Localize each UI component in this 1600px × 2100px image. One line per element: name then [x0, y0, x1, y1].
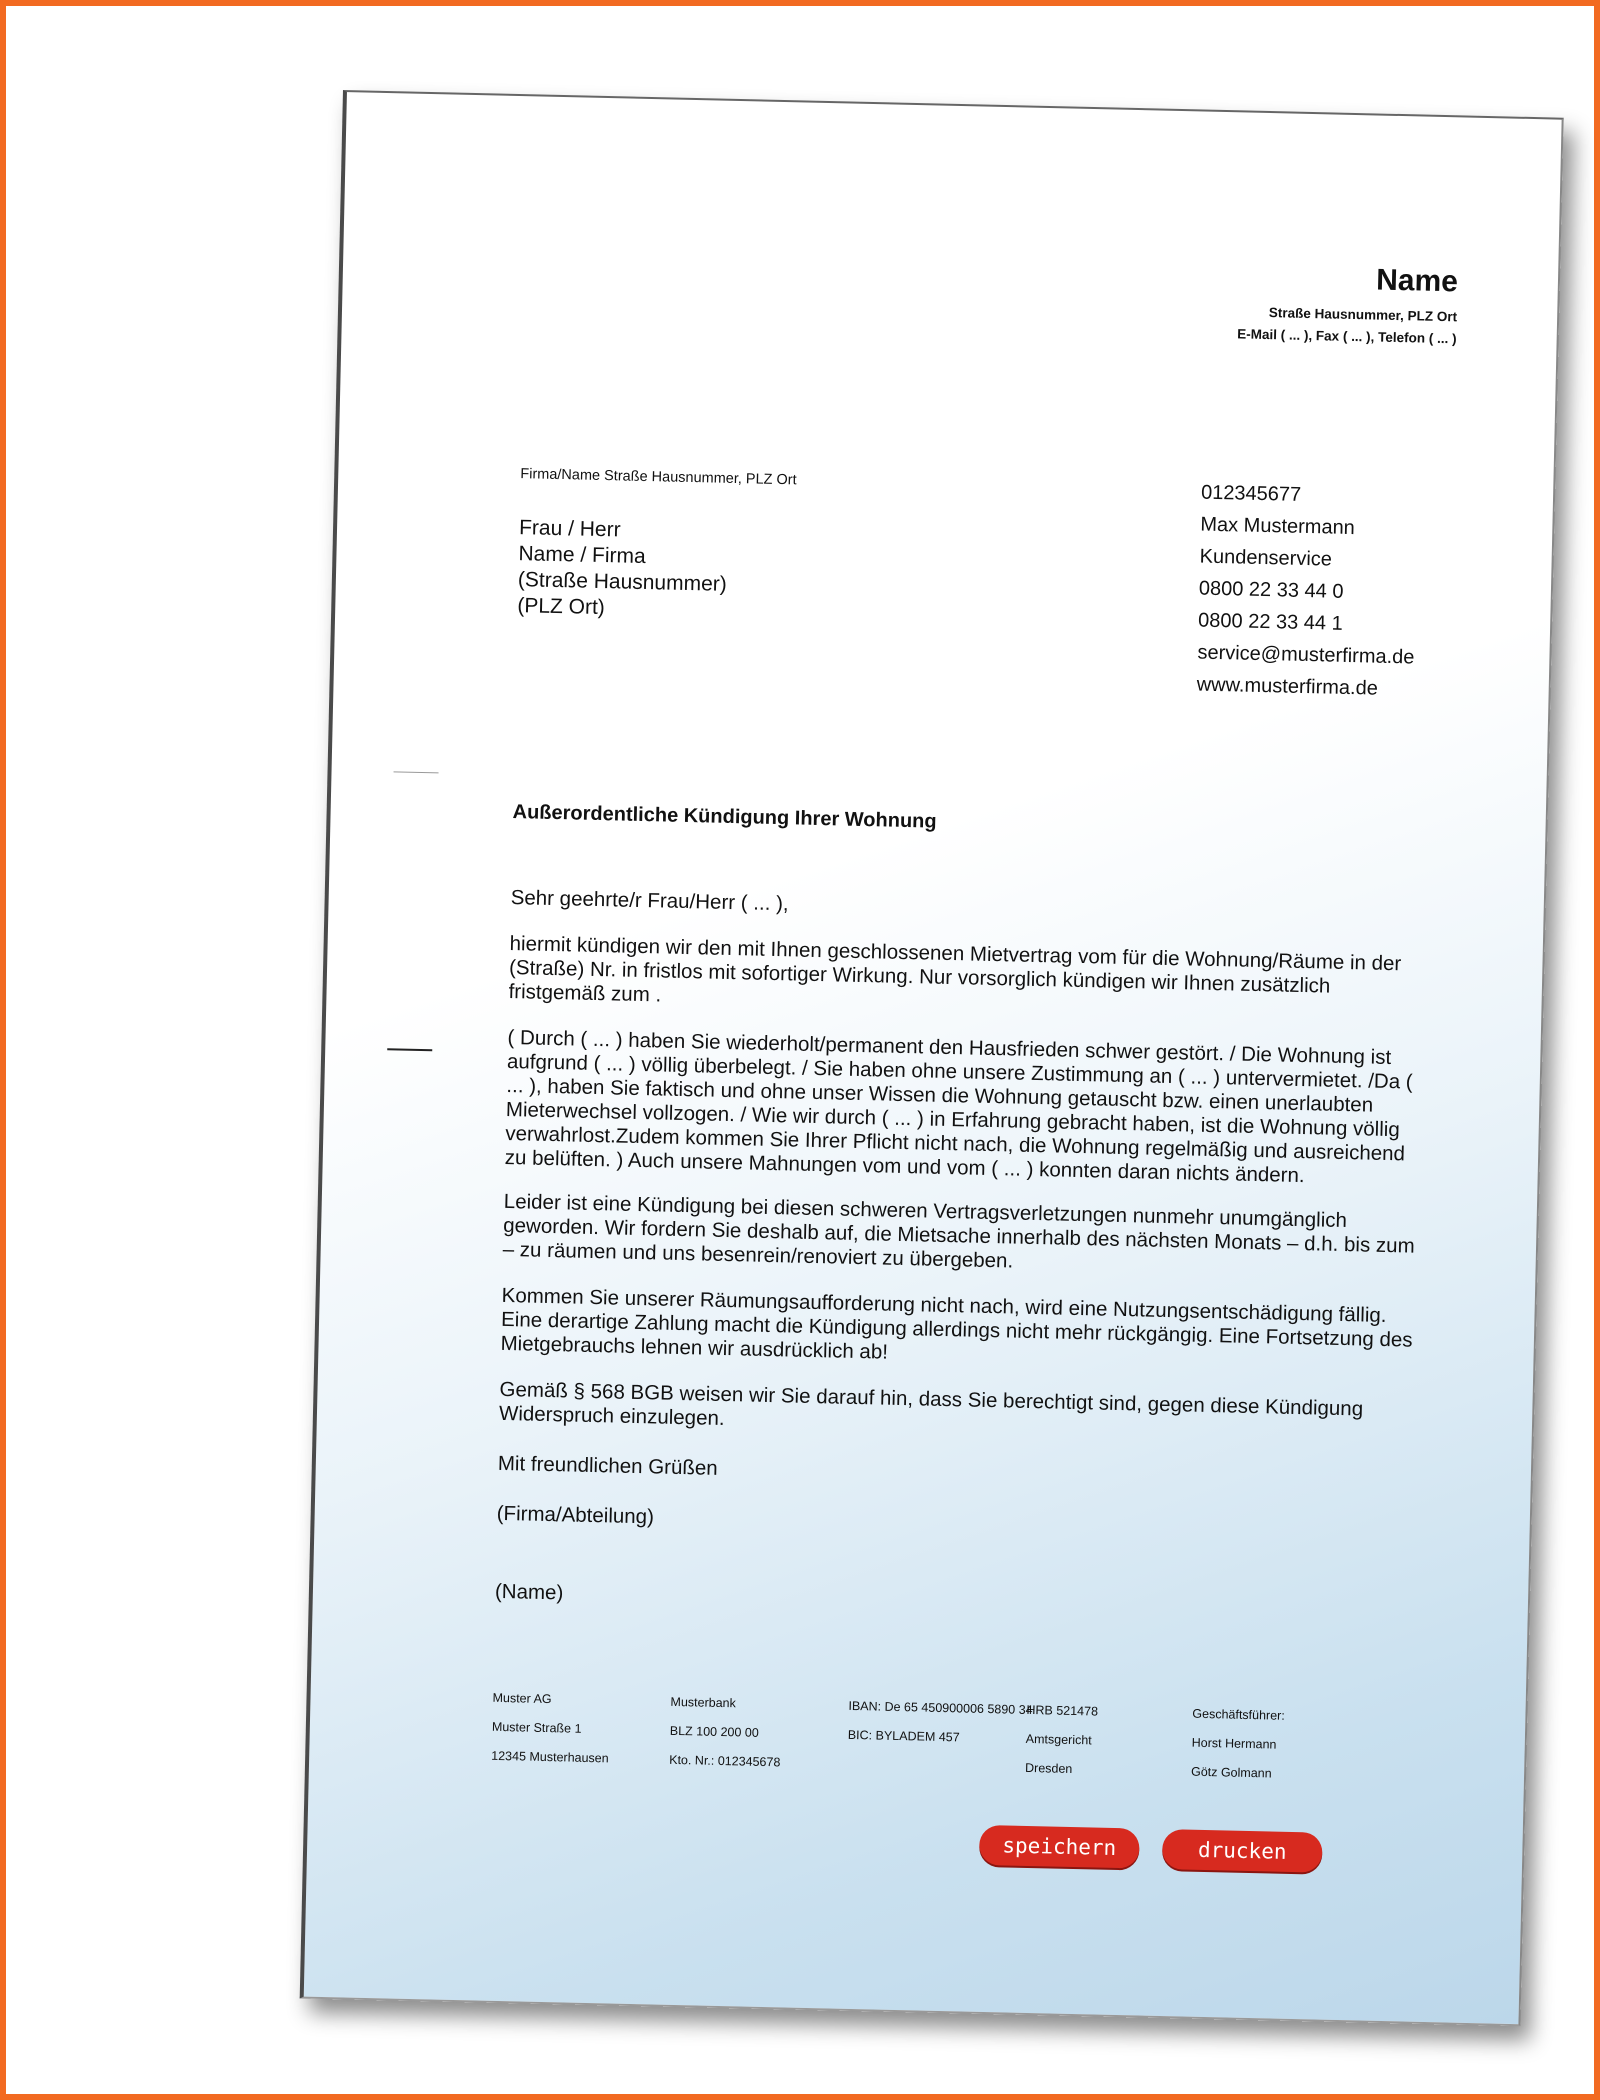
recipient-line: Frau / Herr — [518, 516, 621, 542]
footer-bank: BLZ 100 200 00 — [669, 1723, 759, 1740]
fold-mark — [394, 771, 439, 773]
signature-company: (Firma/Abteilung) — [496, 1501, 655, 1529]
footer-bic: BIC: BYLADEM 457 — [847, 1727, 960, 1745]
body-paragraph: hiermit kündigen wir den mit Ihnen geschlossenen Mietvertrag vom für die Wohnung/Räume in der (Straße) Nr. in fristlos mit sofortiger Wirkung. Nur vorsorglich kündigen wir Ihnen zusätzlich fristgemäß zum . — [508, 932, 1402, 1007]
footer-management: Götz Golmann — [1190, 1764, 1272, 1781]
contact-line: 0800 22 33 44 1 — [1197, 609, 1343, 635]
contact-website: www.musterfirma.de — [1196, 673, 1379, 700]
footer-register: Dresden — [1024, 1760, 1073, 1776]
body-paragraph: Kommen Sie unserer Räumungsaufforderung nicht nach, wird eine Nutzungsentschädigung fällig. Eine derartige Zahlung macht die Kündigung allerdings nicht mehr rückgängig. Eine Fortsetzung des Mietgebrauchs lehnen wir ausdrücklich ab! — [500, 1283, 1413, 1364]
letterhead-contact: E-Mail ( ... ), Fax ( ... ), Telefon ( ... ) — [1237, 326, 1457, 347]
salutation: Sehr geehrte/r Frau/Herr ( ... ), — [510, 886, 789, 916]
letterhead-address: Straße Hausnummer, PLZ Ort — [1268, 305, 1458, 325]
document-page — [300, 90, 1564, 2026]
recipient-line: Name / Firma — [518, 542, 646, 568]
recipient-line: (PLZ Ort) — [517, 594, 606, 620]
footer-bank: Kto. Nr.: 012345678 — [669, 1752, 781, 1770]
contact-line: Kundenservice — [1199, 545, 1333, 571]
footer-iban: IBAN: De 65 450900006 5890 34 — [848, 1698, 1033, 1718]
footer-register: HRB 521478 — [1026, 1702, 1099, 1719]
body-paragraph: ( Durch ( ... ) haben Sie wiederholt/permanent den Hausfrieden schwer gestört. / Die Wohnung ist aufgrund ( ... ) völlig überbelegt. / Sie haben ohne unsere Zustimmung an ( ... ) untervermietet. /Da ( ... ), haben Sie faktisch und ohne unser Wissen die Wohnung getauscht bzw. einen unerlaubten Mieterwechsel vollzogen. / Wie wir durch ( ... ) in Erfahrung gebracht haben, ist die Wohnung völlig verwahrlost.Zudem kommen Sie Ihrer Pflicht nicht nach, die Wohnung regelmäßig und ausreichend zu belüften. ) Auch unsere Mahnungen vom und vom ( ... ) konnten daran nichts ändern. — [504, 1025, 1413, 1188]
footer-bank: Musterbank — [670, 1694, 736, 1711]
footer-management: Geschäftsführer: — [1192, 1706, 1285, 1723]
footer-company: 12345 Musterhausen — [491, 1748, 609, 1766]
footer-management: Horst Hermann — [1191, 1735, 1277, 1752]
contact-line: 012345677 — [1200, 481, 1302, 506]
footer-company: Muster Straße 1 — [491, 1719, 582, 1736]
contact-line: 0800 22 33 44 0 — [1198, 577, 1344, 603]
signature-name: (Name) — [494, 1579, 564, 1605]
footer-company: Muster AG — [492, 1690, 552, 1707]
print-button[interactable]: drucken — [1162, 1829, 1323, 1873]
contact-email: service@musterfirma.de — [1197, 641, 1415, 669]
footer-register: Amtsgericht — [1025, 1731, 1092, 1748]
contact-line: Max Mustermann — [1200, 513, 1356, 540]
body-paragraph: Gemäß § 568 BGB weisen wir Sie darauf hin, dass Sie berechtigt sind, gegen diese Kündigung Widerspruch einzulegen. — [498, 1377, 1364, 1430]
recipient-line: (Straße Hausnummer) — [517, 568, 728, 596]
closing: Mit freundlichen Grüßen — [497, 1451, 718, 1480]
letterhead-name: Name — [1375, 263, 1459, 299]
sender-line: Firma/Name Straße Hausnummer, PLZ Ort — [520, 466, 797, 489]
save-button[interactable]: speichern — [979, 1825, 1140, 1869]
punch-mark — [387, 1048, 432, 1051]
body-paragraph: Leider ist eine Kündigung bei diesen schweren Vertragsverletzungen nunmehr unumgänglich geworden. Wir fordern Sie deshalb auf, die Mietsache innerhalb des nächsten Monats – d.h. bis zum – zu räumen und uns besenrein/renoviert zu übergeben. — [502, 1189, 1415, 1273]
letter-subject: Außerordentliche Kündigung Ihrer Wohnung — [512, 801, 937, 833]
